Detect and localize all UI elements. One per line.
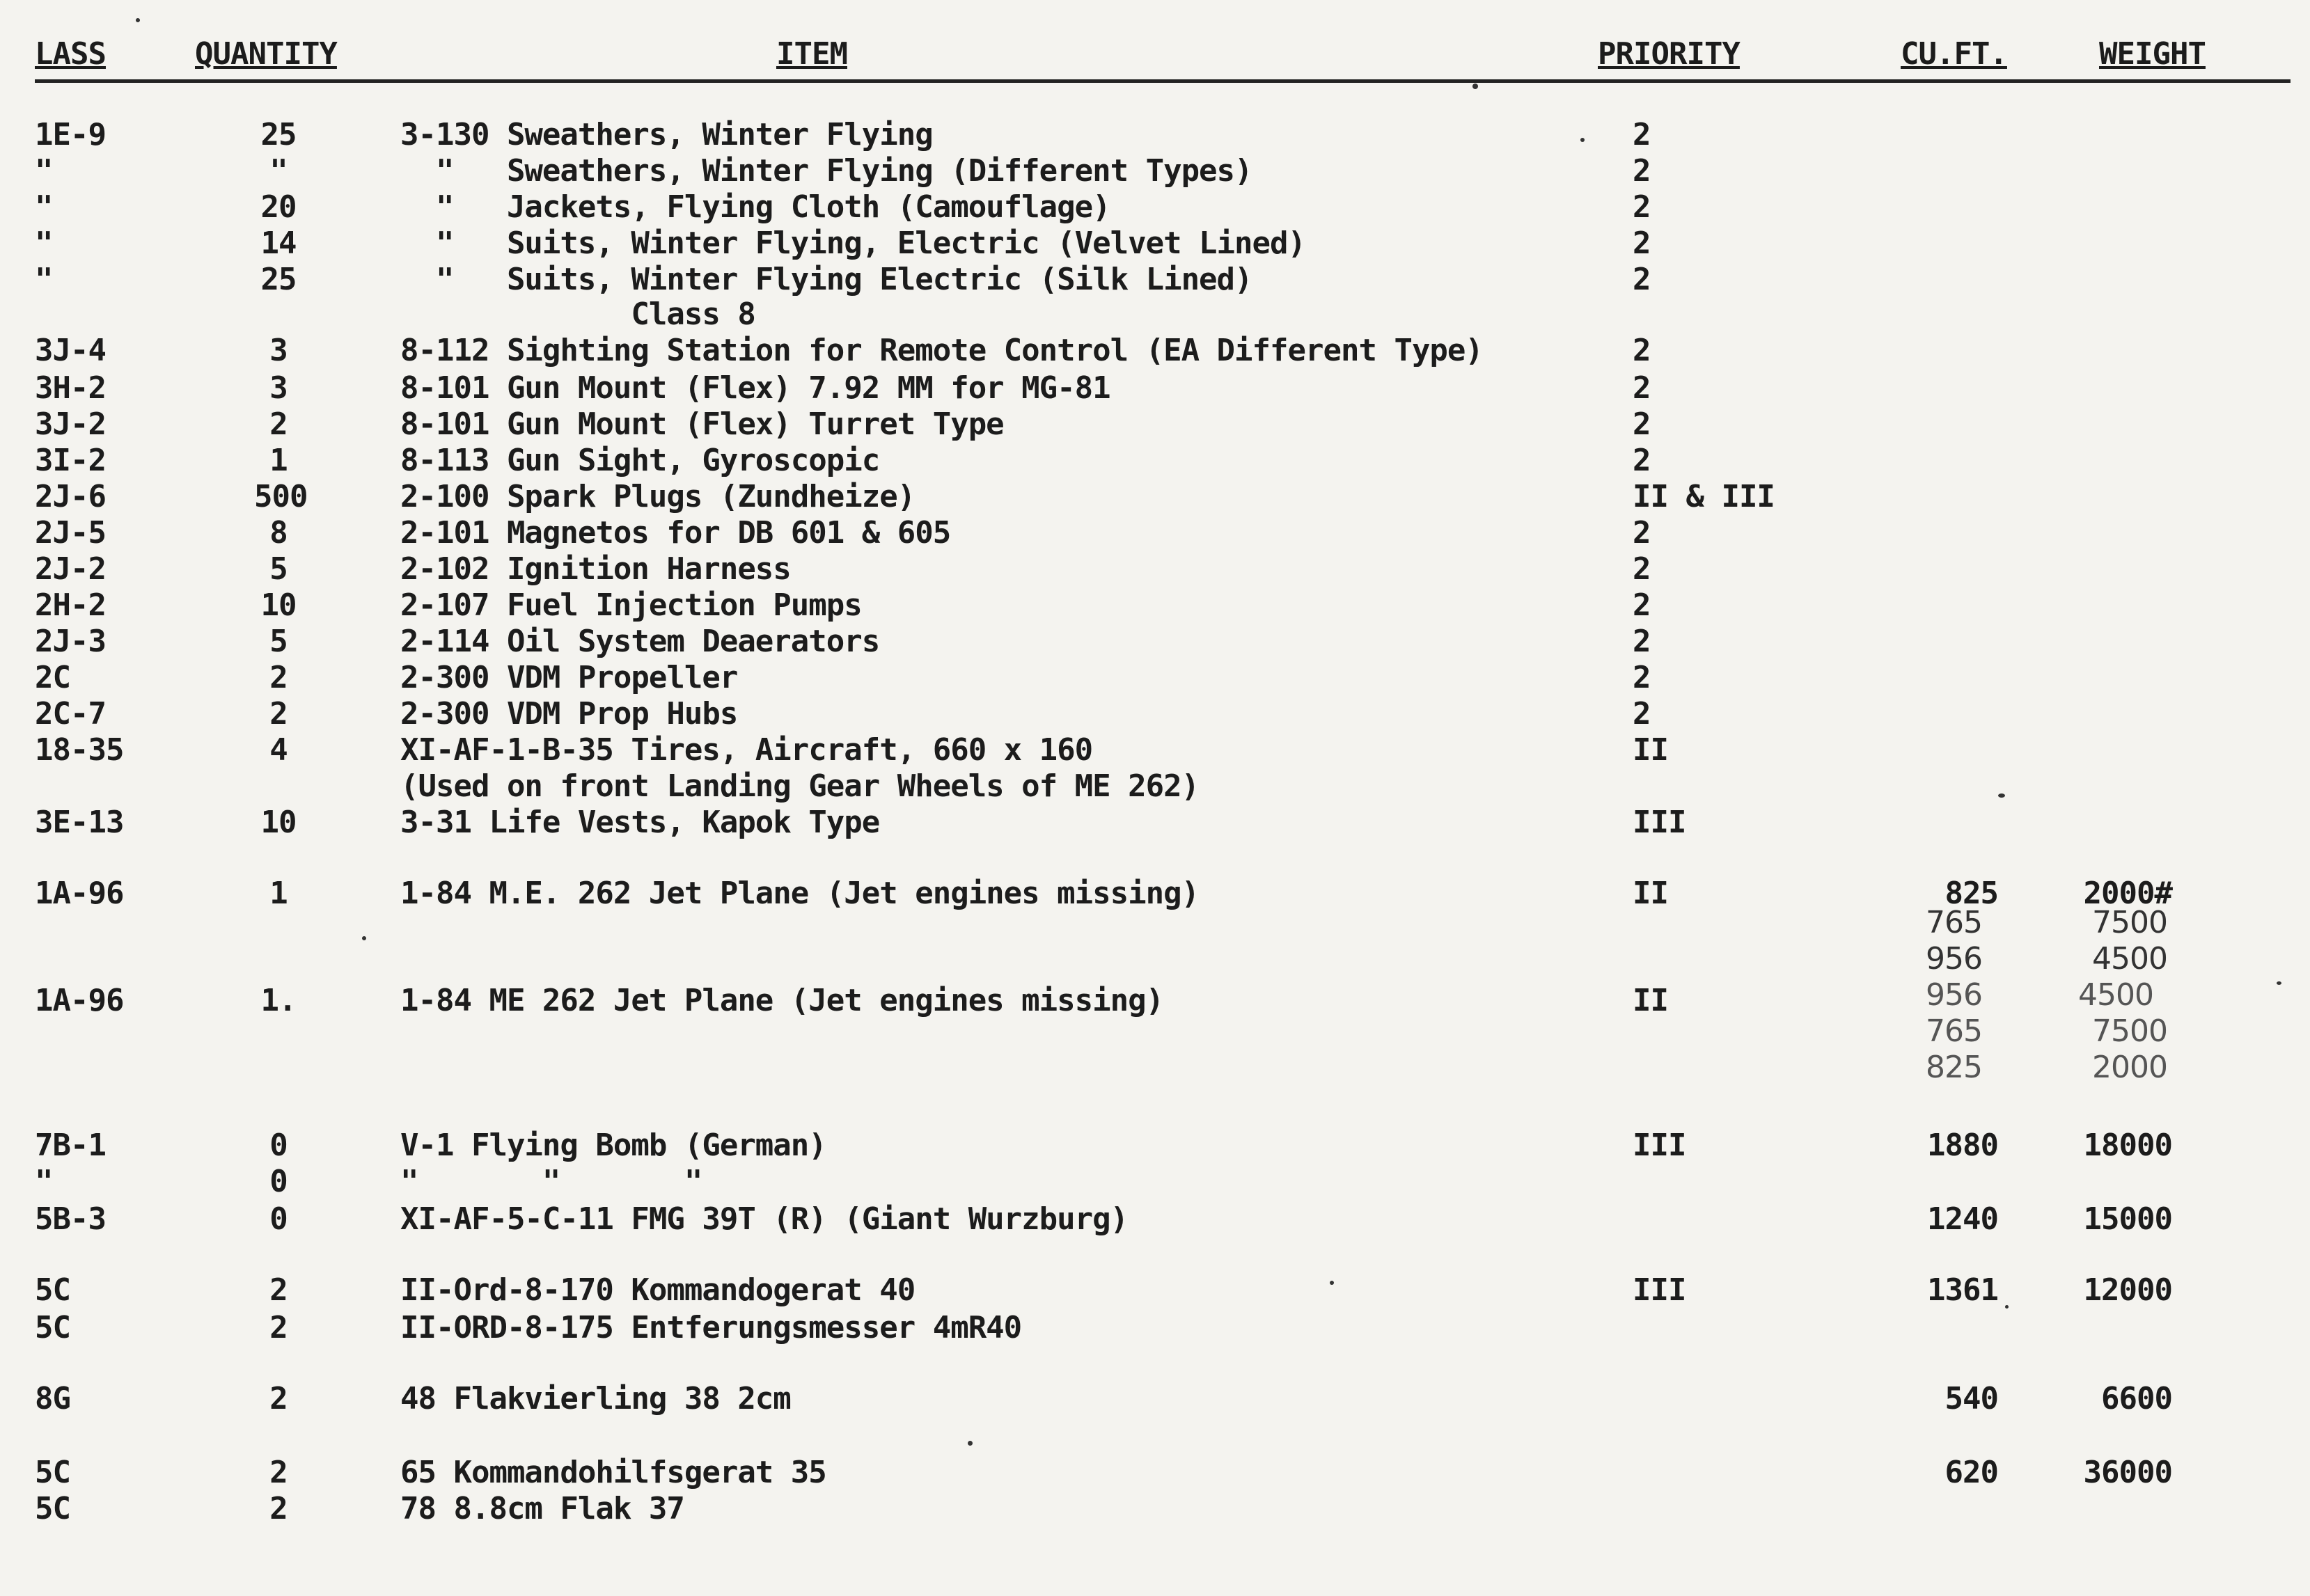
row-class: " bbox=[35, 262, 53, 297]
row-class: 18-35 bbox=[35, 732, 124, 768]
table-row bbox=[0, 1201, 2310, 1238]
row-weight: 18000 bbox=[2083, 1128, 2172, 1163]
paper-speck bbox=[136, 18, 140, 22]
row-priority: 2 bbox=[1633, 696, 1651, 732]
row-weight: 2000# bbox=[2083, 876, 2172, 911]
row-class: 2C bbox=[35, 660, 70, 695]
row-quantity: 14 bbox=[260, 226, 297, 261]
row-item: Class 8 bbox=[400, 297, 755, 332]
row-class: 2J-3 bbox=[35, 624, 106, 659]
row-class: 3J-2 bbox=[35, 406, 106, 442]
pencil-cu-ft: 956 bbox=[1926, 941, 1982, 977]
row-quantity: 8 bbox=[269, 515, 288, 551]
row-cu-ft: 825 bbox=[1944, 876, 1998, 911]
row-class: 3I-2 bbox=[35, 443, 106, 478]
paper-speck bbox=[1472, 84, 1478, 89]
row-item: II-ORD-8-175 Entferungsmesser 4mR40 bbox=[400, 1310, 1022, 1345]
paper-speck bbox=[968, 1441, 973, 1446]
row-class: 3E-13 bbox=[35, 805, 124, 840]
table-row bbox=[0, 1128, 2310, 1164]
row-priority: II bbox=[1633, 732, 1668, 768]
row-item: 78 8.8cm Flak 37 bbox=[400, 1491, 684, 1526]
row-cu-ft: 1880 bbox=[1927, 1128, 1998, 1163]
row-class: 2C-7 bbox=[35, 696, 106, 732]
row-priority: 2 bbox=[1633, 660, 1651, 695]
row-priority: 2 bbox=[1633, 262, 1651, 297]
row-quantity: 2 bbox=[269, 1272, 288, 1308]
paper-speck bbox=[362, 936, 366, 940]
row-quantity: 2 bbox=[269, 696, 288, 732]
table-row bbox=[0, 297, 2310, 333]
row-priority: 2 bbox=[1633, 515, 1651, 551]
row-class: 5B-3 bbox=[35, 1201, 106, 1237]
table-row bbox=[0, 333, 2310, 369]
table-row bbox=[0, 1164, 2310, 1200]
row-class: 5C bbox=[35, 1455, 70, 1490]
row-quantity: 5 bbox=[269, 624, 288, 659]
row-item: 2-101 Magnetos for DB 601 & 605 bbox=[400, 515, 951, 551]
row-weight: 36000 bbox=[2083, 1455, 2172, 1490]
row-item: XI-AF-5-C-11 FMG 39T (R) (Giant Wurzburg) bbox=[400, 1201, 1129, 1237]
row-item: 2-100 Spark Plugs (Zundheize) bbox=[400, 479, 916, 514]
row-quantity: 2 bbox=[269, 1455, 288, 1490]
pencil-weight: 7500 bbox=[2092, 905, 2167, 940]
row-priority: 2 bbox=[1633, 370, 1651, 406]
row-item: 2-102 Ignition Harness bbox=[400, 551, 791, 587]
table-row bbox=[0, 1272, 2310, 1309]
table-row bbox=[0, 732, 2310, 768]
row-priority: III bbox=[1633, 805, 1686, 840]
table-row bbox=[0, 551, 2310, 587]
table-row bbox=[0, 1491, 2310, 1527]
row-item: II-Ord-8-170 Kommandogerat 40 bbox=[400, 1272, 916, 1308]
pencil-cu-ft: 765 bbox=[1926, 905, 1982, 940]
row-item: " Jackets, Flying Cloth (Camouflage) bbox=[400, 189, 1110, 225]
table-row bbox=[0, 189, 2310, 226]
row-priority: 2 bbox=[1633, 189, 1651, 225]
table-row bbox=[0, 660, 2310, 696]
row-quantity: 20 bbox=[260, 189, 297, 225]
pencil-weight: 4500 bbox=[2078, 977, 2153, 1013]
row-priority: 2 bbox=[1633, 624, 1651, 659]
pencil-cu-ft: 765 bbox=[1926, 1013, 1982, 1049]
row-class: 3J-4 bbox=[35, 333, 106, 368]
row-cu-ft: 620 bbox=[1944, 1455, 1998, 1490]
row-quantity: 25 bbox=[260, 117, 297, 152]
row-priority: II & III bbox=[1633, 479, 1775, 514]
row-item: 1-84 M.E. 262 Jet Plane (Jet engines missing) bbox=[400, 876, 1200, 911]
row-item: 8-113 Gun Sight, Gyroscopic bbox=[400, 443, 880, 478]
table-row bbox=[0, 117, 2310, 153]
paper-speck bbox=[1580, 138, 1585, 142]
row-class: 2J-5 bbox=[35, 515, 106, 551]
row-priority: 2 bbox=[1633, 551, 1651, 587]
pencil-weight: 2000 bbox=[2092, 1050, 2167, 1085]
table-row bbox=[0, 696, 2310, 732]
row-item: 2-107 Fuel Injection Pumps bbox=[400, 587, 862, 623]
row-priority: 2 bbox=[1633, 153, 1651, 189]
table-row bbox=[0, 443, 2310, 479]
row-item: 3-31 Life Vests, Kapok Type bbox=[400, 805, 880, 840]
row-class: 5C bbox=[35, 1491, 70, 1526]
row-cu-ft: 1361 bbox=[1927, 1272, 1998, 1308]
pencil-weight: 4500 bbox=[2092, 941, 2167, 977]
row-priority: III bbox=[1633, 1272, 1686, 1308]
row-class: 1A-96 bbox=[35, 876, 124, 911]
pencil-cu-ft: 956 bbox=[1926, 977, 1982, 1013]
row-item: 1-84 ME 262 Jet Plane (Jet engines missing) bbox=[400, 983, 1164, 1018]
pencil-cu-ft: 825 bbox=[1926, 1050, 1982, 1085]
row-quantity: 3 bbox=[269, 333, 288, 368]
row-quantity: 10 bbox=[260, 805, 297, 840]
header-class: LASS bbox=[35, 36, 106, 72]
row-priority: 2 bbox=[1633, 226, 1651, 261]
header-cu-ft: CU.FT. bbox=[1901, 36, 2007, 72]
row-item: (Used on front Landing Gear Wheels of ME 262) bbox=[400, 768, 1200, 804]
paper-speck bbox=[1998, 793, 2005, 798]
row-quantity: 3 bbox=[269, 370, 288, 406]
row-cu-ft: 1240 bbox=[1927, 1201, 1998, 1237]
row-item: 3-130 Sweathers, Winter Flying bbox=[400, 117, 933, 152]
row-quantity: 10 bbox=[260, 587, 297, 623]
header-rule bbox=[35, 79, 2291, 83]
row-class: " bbox=[35, 189, 53, 225]
row-item: XI-AF-1-B-35 Tires, Aircraft, 660 x 160 bbox=[400, 732, 1093, 768]
row-quantity: 0 bbox=[269, 1128, 288, 1163]
row-class: 7B-1 bbox=[35, 1128, 106, 1163]
row-quantity: 0 bbox=[269, 1164, 288, 1199]
table-row bbox=[0, 805, 2310, 841]
table-row bbox=[0, 515, 2310, 551]
row-class: 2H-2 bbox=[35, 587, 106, 623]
row-quantity: 2 bbox=[269, 406, 288, 442]
table-row bbox=[0, 624, 2310, 660]
table-row bbox=[0, 153, 2310, 189]
row-item: " " " bbox=[400, 1164, 702, 1199]
row-quantity: 2 bbox=[269, 660, 288, 695]
row-priority: 2 bbox=[1633, 587, 1651, 623]
row-priority: 2 bbox=[1633, 406, 1651, 442]
row-priority: III bbox=[1633, 1128, 1686, 1163]
row-class: 8G bbox=[35, 1381, 70, 1416]
row-priority: II bbox=[1633, 983, 1668, 1018]
row-quantity: " bbox=[269, 153, 288, 189]
row-class: 1A-96 bbox=[35, 983, 124, 1018]
table-row bbox=[0, 1455, 2310, 1491]
row-priority: 2 bbox=[1633, 117, 1651, 152]
row-class: 5C bbox=[35, 1272, 70, 1308]
row-item: 2-300 VDM Propeller bbox=[400, 660, 738, 695]
row-cu-ft: 540 bbox=[1944, 1381, 1998, 1416]
row-item: " Suits, Winter Flying, Electric (Velvet Lined) bbox=[400, 226, 1306, 261]
table-row bbox=[0, 1381, 2310, 1417]
header-quantity: QUANTITY bbox=[195, 36, 337, 72]
row-class: " bbox=[35, 153, 53, 189]
row-class: 1E-9 bbox=[35, 117, 106, 152]
row-class: " bbox=[35, 1164, 53, 1199]
row-class: 2J-6 bbox=[35, 479, 106, 514]
table-row bbox=[0, 479, 2310, 515]
row-priority: II bbox=[1633, 876, 1668, 911]
paper-speck bbox=[2277, 981, 2281, 985]
row-quantity: 5 bbox=[269, 551, 288, 587]
pencil-weight: 7500 bbox=[2092, 1013, 2167, 1049]
row-item: 2-114 Oil System Deaerators bbox=[400, 624, 880, 659]
row-item: 2-300 VDM Prop Hubs bbox=[400, 696, 738, 732]
row-item: " Suits, Winter Flying Electric (Silk Lined) bbox=[400, 262, 1252, 297]
row-class: 5C bbox=[35, 1310, 70, 1345]
row-quantity: 1. bbox=[260, 983, 297, 1018]
row-item: 8-101 Gun Mount (Flex) 7.92 MM for MG-81 bbox=[400, 370, 1110, 406]
row-item: 8-101 Gun Mount (Flex) Turret Type bbox=[400, 406, 1004, 442]
row-quantity: 2 bbox=[269, 1491, 288, 1526]
row-quantity: 1 bbox=[269, 443, 288, 478]
row-weight: 12000 bbox=[2083, 1272, 2172, 1308]
paper-speck bbox=[2005, 1305, 2009, 1309]
header-priority: PRIORITY bbox=[1598, 36, 1740, 72]
table-row bbox=[0, 262, 2310, 298]
row-quantity: 500 bbox=[254, 479, 308, 514]
row-class: 3H-2 bbox=[35, 370, 106, 406]
row-item: 65 Kommandohilfsgerat 35 bbox=[400, 1455, 826, 1490]
header-weight: WEIGHT bbox=[2099, 36, 2206, 72]
table-row bbox=[0, 587, 2310, 624]
header-item: ITEM bbox=[776, 36, 847, 72]
row-item: V-1 Flying Bomb (German) bbox=[400, 1128, 826, 1163]
row-weight: 15000 bbox=[2083, 1201, 2172, 1237]
row-item: 48 Flakvierling 38 2cm bbox=[400, 1381, 791, 1416]
row-quantity: 2 bbox=[269, 1381, 288, 1416]
row-priority: 2 bbox=[1633, 443, 1651, 478]
row-weight: 6600 bbox=[2101, 1381, 2172, 1416]
row-item: " Sweathers, Winter Flying (Different Types) bbox=[400, 153, 1252, 189]
paper-speck bbox=[1330, 1281, 1334, 1285]
row-item: 8-112 Sighting Station for Remote Control (EA Different Type) bbox=[400, 333, 1483, 368]
table-row bbox=[0, 226, 2310, 262]
row-quantity: 25 bbox=[260, 262, 297, 297]
table-row bbox=[0, 406, 2310, 443]
row-quantity: 2 bbox=[269, 1310, 288, 1345]
table-row bbox=[0, 1310, 2310, 1346]
row-class: 2J-2 bbox=[35, 551, 106, 587]
row-quantity: 0 bbox=[269, 1201, 288, 1237]
table-row bbox=[0, 370, 2310, 406]
row-class: " bbox=[35, 226, 53, 261]
row-priority: 2 bbox=[1633, 333, 1651, 368]
table-row bbox=[0, 768, 2310, 805]
row-quantity: 1 bbox=[269, 876, 288, 911]
row-quantity: 4 bbox=[269, 732, 288, 768]
